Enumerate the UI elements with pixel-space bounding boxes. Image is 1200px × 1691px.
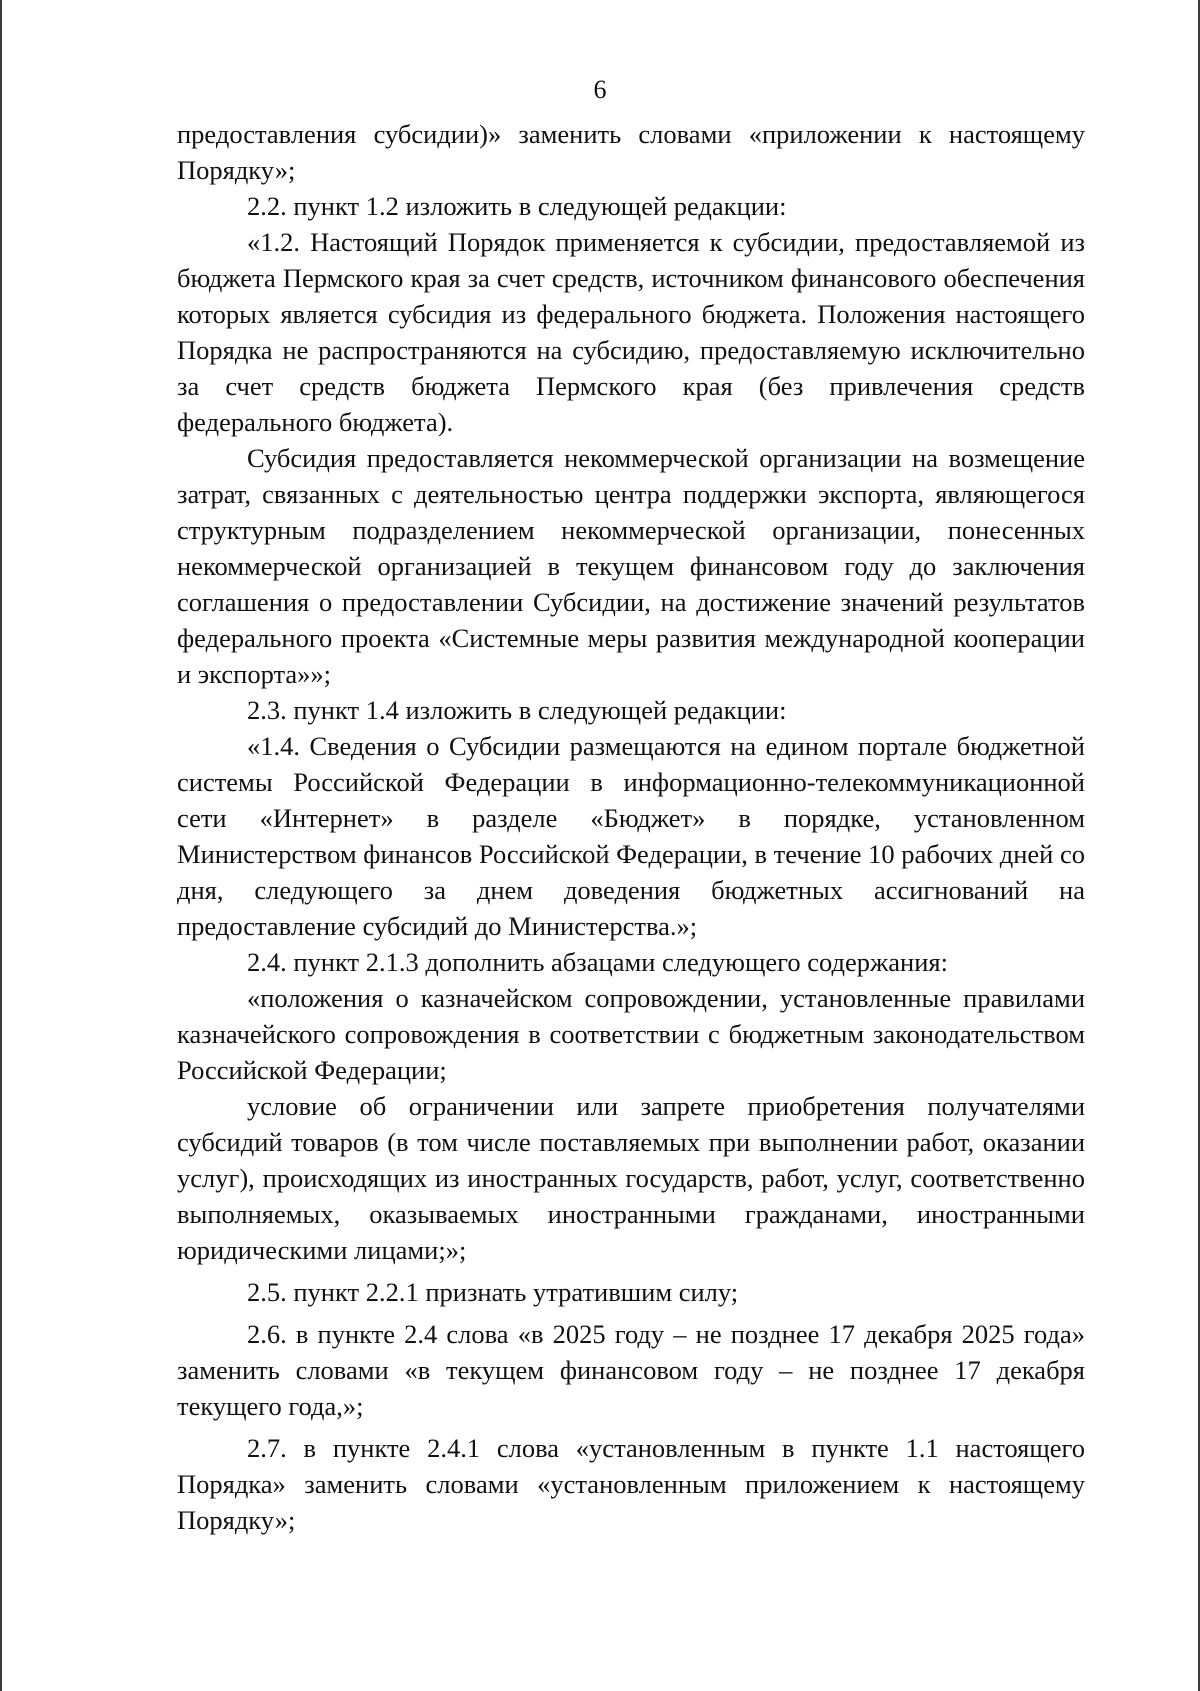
paragraph-point-1-2: «1.2. Настоящий Порядок применяется к субсидии, предоставляемой из бюджета Пермского края за счет средств, источником финансового обеспечения которых является субсидия из федерального бюджета. Положения настоящего Порядка не распространяются на субсидию, предоставляемую исключительно за счет средств бюджета Пермского края (без привлечения средств федерального бюджета). [177, 227, 1085, 437]
page-left-edge [0, 0, 2, 1691]
document-body [177, 116, 1085, 1538]
paragraph-item-2-5: 2.5. пункт 2.2.1 признать утратившим силу; [247, 1277, 739, 1307]
paragraph-restriction: условие об ограничении или запрете приобретения получателями субсидий товаров (в том числе поставляемых при выполнении работ, оказании услуг), происходящих из иностранных государств, работ, услуг, соответственно выполняемых, оказываемых иностранными гражданами, иностранными юридическими лицами;»; [177, 1091, 1085, 1265]
paragraph-item-2-3: 2.3. пункт 1.4 изложить в следующей редакции: [247, 695, 787, 725]
paragraph-item-2-2: 2.2. пункт 1.2 изложить в следующей редакции: [247, 191, 787, 221]
page-number: 6 [593, 75, 607, 104]
paragraph-continuation: предоставления субсидии)» заменить словами «приложении к настоящему Порядку»; [177, 119, 1085, 185]
paragraph-point-1-4: «1.4. Сведения о Субсидии размещаются на едином портале бюджетной системы Российской Федерации в информационно-телекоммуникационной сети «Интернет» в разделе «Бюджет» в порядке, установленном Министерством финансов Российской Федерации, в течение 10 рабочих дней со дня, следующего за днем доведения бюджетных ассигнований на предоставление субсидий до Министерства.»; [177, 731, 1086, 941]
paragraph-subsidy: Субсидия предоставляется некоммерческой организации на возмещение затрат, связанных с деятельностью центра поддержки экспорта, являющегося структурным подразделением некоммерческой организации, понесенных некоммерческой организацией в текущем финансовом году до заключения соглашения о предоставлении Субсидии, на достижение значений результатов федерального проекта «Системные меры развития международной кооперации и экспорта»»; [177, 443, 1085, 689]
paragraph-item-2-6: 2.6. в пункте 2.4 слова «в 2025 году – не позднее 17 декабря 2025 года» заменить словами «в текущем финансовом году – не позднее 17 декабря текущего года,»; [177, 1319, 1085, 1421]
paragraph-item-2-4: 2.4. пункт 2.1.3 дополнить абзацами следующего содержания: [247, 947, 948, 977]
paragraph-treasury: «положения о казначейском сопровождении, установленные правилами казначейского сопровождения в соответствии с бюджетным законодательством Российской Федерации; [177, 983, 1085, 1085]
paragraph-item-2-7: 2.7. в пункте 2.4.1 слова «установленным в пункте 1.1 настоящего Порядка» заменить словами «установленным приложением к настоящему Порядку»; [177, 1433, 1085, 1535]
